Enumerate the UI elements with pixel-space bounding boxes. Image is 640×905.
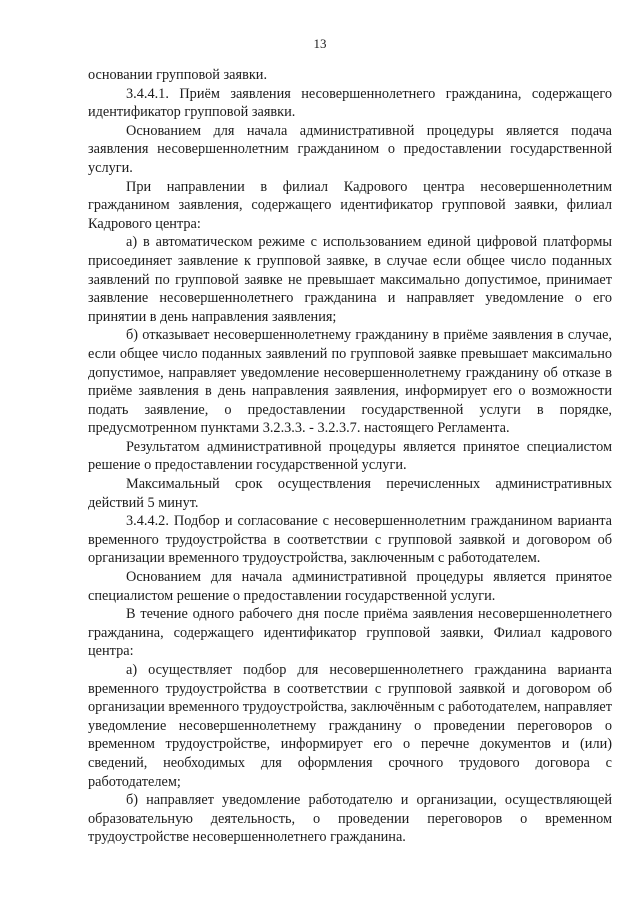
list-item-b-notify-employer: б) направляет уведомление работодателю и организации, осуществляющей образовательную деятельность, о проведении переговоров о временном трудоустройстве несовершеннолетнего гражданина. bbox=[88, 792, 612, 846]
section-heading-3-4-4-2: 3.4.4.2. Подбор и согласование с несовершеннолетним гражданином варианта временного трудоустройства в соответствии с групповой заявкой и договором об организации временного трудоустройства, заключенным с работодателем. bbox=[88, 513, 612, 567]
list-item-a-accept: а) в автоматическом режиме с использованием единой цифровой платформы присоединяет заявление к групповой заявке, в случае если общее число поданных заявлений по групповой заявке не превышает максимально допустимое, принимает заявление несовершеннолетнего гражданина и направляет уведомление о его принятии в день направления заявления; bbox=[88, 234, 612, 325]
paragraph-branch-actions-intro: При направлении в филиал Кадрового центра несовершеннолетним гражданином заявления, содержащего идентификатор групповой заявки, филиал Кадрового центра: bbox=[88, 178, 612, 232]
paragraph-within-one-day: В течение одного рабочего дня после приёма заявления несовершеннолетнего гражданина, содержащего идентификатор групповой заявки, Филиал кадрового центра: bbox=[88, 606, 612, 660]
section-heading-3-4-4-1: 3.4.4.1. Приём заявления несовершеннолетнего гражданина, содержащего идентификатор групповой заявки. bbox=[88, 85, 612, 121]
list-item-a-selection: а) осуществляет подбор для несовершеннолетнего гражданина варианта временного трудоустройства в соответствии с групповой заявкой и договором об организации временного трудоустройства, заключённым с работодателем, направляет уведомление несовершеннолетнему гражданину о проведении переговоров о временном трудоустройстве, информирует его о перечне документов и (или) сведений, необходимых для оформления срочного трудового договора с работодателем; bbox=[88, 662, 612, 790]
paragraph-max-term: Максимальный срок осуществления перечисленных административных действий 5 минут. bbox=[88, 476, 612, 511]
paragraph-result: Результатом административной процедуры является принятое специалистом решение о предоставлении государственной услуги. bbox=[88, 438, 612, 474]
document-body bbox=[88, 66, 612, 847]
paragraph-basis-submission: Основанием для начала административной процедуры является подача заявления несовершеннолетним гражданином о предоставлении государственной услуги. bbox=[88, 122, 612, 176]
paragraph-basis-decision: Основанием для начала административной процедуры является принятое специалистом решение о предоставлении государственной услуги. bbox=[88, 569, 612, 604]
page-number: 13 bbox=[313, 36, 327, 51]
paragraph-continuation: основании групповой заявки. bbox=[88, 67, 268, 83]
list-item-b-refuse: б) отказывает несовершеннолетнему гражданину в приёме заявления в случае, если общее число поданных заявлений по групповой заявке превышает максимально допустимое, направляет уведомление несовершеннолетнему гражданину об отказе в приёме заявления в день направления заявления, информирует его о возможности подать заявление, о предоставлении государственной услуги в порядке, предусмотренном пунктами 3.2.3.3. - 3.2.3.7. настоящего Регламента. bbox=[88, 327, 612, 437]
